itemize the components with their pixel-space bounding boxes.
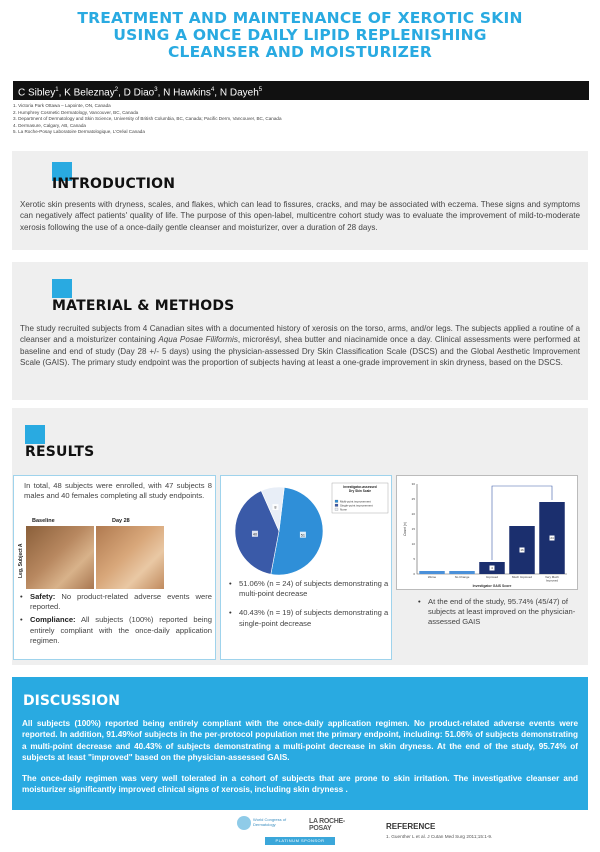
bar-y-tick-label: 20 [411, 512, 415, 517]
author-affiliation-number: 5 [258, 87, 263, 93]
author-affiliation-number: 4 [210, 87, 215, 93]
author-name: K Beleznay [64, 87, 115, 99]
discussion-section [12, 677, 588, 810]
reference-heading: REFERENCE [386, 822, 436, 831]
introduction-heading: INTRODUCTION [52, 176, 176, 192]
author-name: C Sibley [18, 87, 56, 99]
bullet-text: All subjects (100%) reported being entirely compliant with the once-daily application regimen. [30, 615, 212, 645]
day28-label: Day 28 [112, 518, 130, 524]
title-line-3: CLEANSER AND MOISTURIZER [167, 43, 433, 61]
title-line-2: USING A ONCE DAILY LIPID REPLENISHING [113, 26, 487, 44]
methods-heading: MATERIAL & METHODS [52, 298, 235, 314]
results-left-bullets [20, 592, 212, 649]
bullet-item [20, 592, 212, 612]
authors-bar [13, 81, 589, 100]
bar-y-tick-label: 15 [411, 527, 415, 532]
bar-x-axis-label: Investigator GAIS Score [472, 584, 512, 588]
bar-chart-frame [396, 475, 578, 590]
author-name: N Hawkins [163, 87, 211, 99]
author-separator: , [214, 87, 220, 99]
day28-skin-photo [96, 526, 164, 589]
discussion-paragraph-1: All subjects (100%) reported being entirely compliant with the once-daily application regimen. No product-related adverse events were reported. In addition, 91.49%of subjects in the per-protocol population met the primary endpoint, including: 51.06% of subjects demonstrating a multi-point decrease and 40.43% of subjects demonstrating a multi-point decrease in skin dryness. At the end of the study, 95.74% of subjects at least "improved" based on the physician-assessed GAIS. [22, 719, 578, 763]
bar-x-tick-label: Worse [427, 575, 437, 579]
pie-legend-label: None [340, 507, 347, 512]
results-left-panel [13, 475, 216, 660]
results-heading: RESULTS [25, 444, 95, 460]
bullet-item: • 40.43% (n = 19) of subjects demonstrating a single-point decrease [229, 608, 389, 628]
bullet-item: • At the end of the study, 95.74% (45/47) of subjects at least improved on the physician-assessed GAIS [418, 597, 581, 628]
discussion-paragraph-2: The once-daily regimen was very well tolerated in a cohort of subjects that are prone to skin irritation. The investigative cleanser and moisturizer significantly improved clinical signs of xerosis, including skin dryness . [22, 774, 578, 795]
affiliation-item: 1. Victoria Park Ottawa – Lapointe, ON, Canada [13, 103, 111, 108]
baseline-label: Baseline [32, 518, 55, 524]
bar-value-label: 4 [491, 566, 493, 571]
bar-value-label: 16 [520, 548, 524, 553]
results-pie-panel [220, 475, 392, 660]
platinum-sponsor-badge: PLATINUM SPONSOR [265, 837, 335, 845]
photo-side-label: Leg, Subject A [18, 543, 24, 578]
methods-text: The study recruited subjects from 4 Canadian sites with a documented history of xerosis on the torso, arms, and/or legs. The subjects applied a routine of a cleanser and a moisturizer containing Aqua Posae Filiformis, microrésyl, shea butter and niacinamide once a day. Clinical assessments were performed at baseline and end of study (Day 28 +/- 5 days) using the physician-assessed Dry Skin Classification Scale (DSCS) and the Global Aesthetic Improvement Scale (GAIS). The primary study endpoint was the proportion of subjects having at least a one-grade improvement in skin dryness, based on the DSCS. [20, 324, 580, 368]
bullet-text: No product-related adverse events were reported. [30, 592, 212, 612]
bar-y-tick-label: 0 [413, 572, 415, 577]
poster-title [0, 10, 600, 61]
reference-item: 1. Guenther L et al. J Cutan Med Surg 2011;15:1-9. [386, 834, 493, 839]
bar-x-tick-label: Much Improved [512, 575, 532, 579]
bar-y-tick-label: 30 [411, 482, 415, 487]
affiliation-item: 3. Department of Dermatology and Skin Science, University of British Columbia, BC, Canada; Pacific Derm, Vancouver, BC, Canada [13, 116, 282, 121]
affiliation-item: 4. Dermasure, Calgary, AB, Canada [13, 122, 86, 128]
bar [419, 571, 445, 574]
pie-legend-label: Multi-point improvement [340, 499, 371, 504]
bar-x-tick-label: No Change [454, 575, 470, 579]
author-affiliation-number: 3 [154, 87, 158, 93]
bullet-label: Safety: [30, 592, 56, 601]
baseline-skin-photo [26, 526, 94, 589]
introduction-text: Xerotic skin presents with dryness, scales, and flakes, which can lead to fissures, cracks, and may be associated with eczema. These signs and symptoms can negatively affect patients' quality of life. The purpose of this open-label, multicentre cohort study was to evaluate the improvement of mild-to-moderate xerosis following the use of a once-daily gentle cleanser and moisturizer, over a duration of 28 days. [20, 200, 580, 232]
author-separator: , [118, 87, 124, 99]
bullet-label: Compliance: [30, 615, 76, 625]
bar-y-tick-label: 5 [413, 557, 415, 562]
bar [449, 571, 475, 574]
lrp-logo-text: LA ROCHE-POSAY [309, 818, 345, 832]
author-separator: , [157, 87, 164, 99]
congress-logo-text: World Congress of Dermatology [253, 817, 287, 827]
pie-legend-swatch [335, 508, 338, 511]
bullet-item: • 51.06% (n = 24) of subjects demonstrating a multi-point decrease [229, 579, 389, 599]
enrolled-text: In total, 48 subjects were enrolled, with 47 subjects 8 males and 40 females completing all study endpoints. [24, 481, 212, 501]
pie-legend-title: Dry Skin Scale [348, 489, 372, 493]
bar-y-tick-label: 25 [411, 497, 415, 502]
sponsor-logos [237, 815, 367, 848]
title-line-1: TREATMENT AND MAINTENANCE OF XEROTIC SKIN [77, 9, 523, 27]
affiliation-item: 2. Humphrey Cosmetic Dermatology, Vancouver, BC, Canada [13, 109, 139, 115]
results-right-bullets [418, 597, 581, 631]
author-affiliation-number: 1 [55, 87, 59, 93]
pie-legend-swatch [335, 500, 338, 503]
author-affiliation-number: 2 [114, 87, 119, 93]
pie-legend-swatch [335, 504, 338, 507]
bar-y-tick-label: 10 [411, 542, 415, 547]
affiliations-list [13, 103, 589, 136]
pie-legend-title: Investigator-assessed [343, 485, 377, 489]
author-separator: , [58, 87, 65, 99]
results-accent-bar [25, 425, 45, 444]
bar-x-tick-label: Improved [485, 575, 499, 579]
author-name: N Dayeh [219, 87, 259, 99]
pie-chart [222, 479, 392, 579]
bar-chart [397, 476, 579, 591]
bar-y-axis-label: Count (n) [403, 522, 407, 536]
pie-slice-label: 8 [274, 505, 277, 510]
pie-legend-label: Single-point improvement [340, 503, 373, 508]
bar-x-tick-label: Improved [545, 578, 559, 583]
affiliation-item: 5. La Roche-Posay Laboratoire Dermatologique, L'Oréal Canada [13, 129, 145, 134]
results-mid-bullets [229, 579, 389, 638]
author-name: D Diao [123, 87, 155, 99]
pie-slice-label: 40 [252, 532, 258, 537]
bar-x-tick-label: Very Much [545, 575, 559, 579]
bar-value-label: 24 [550, 536, 554, 541]
pie-legend [332, 483, 388, 513]
discussion-heading: DISCUSSION [23, 693, 120, 709]
bullet-item [20, 615, 212, 646]
methods-accent-bar [52, 279, 72, 298]
pie-slice-label: 51 [300, 533, 306, 538]
congress-globe-icon [237, 816, 251, 830]
